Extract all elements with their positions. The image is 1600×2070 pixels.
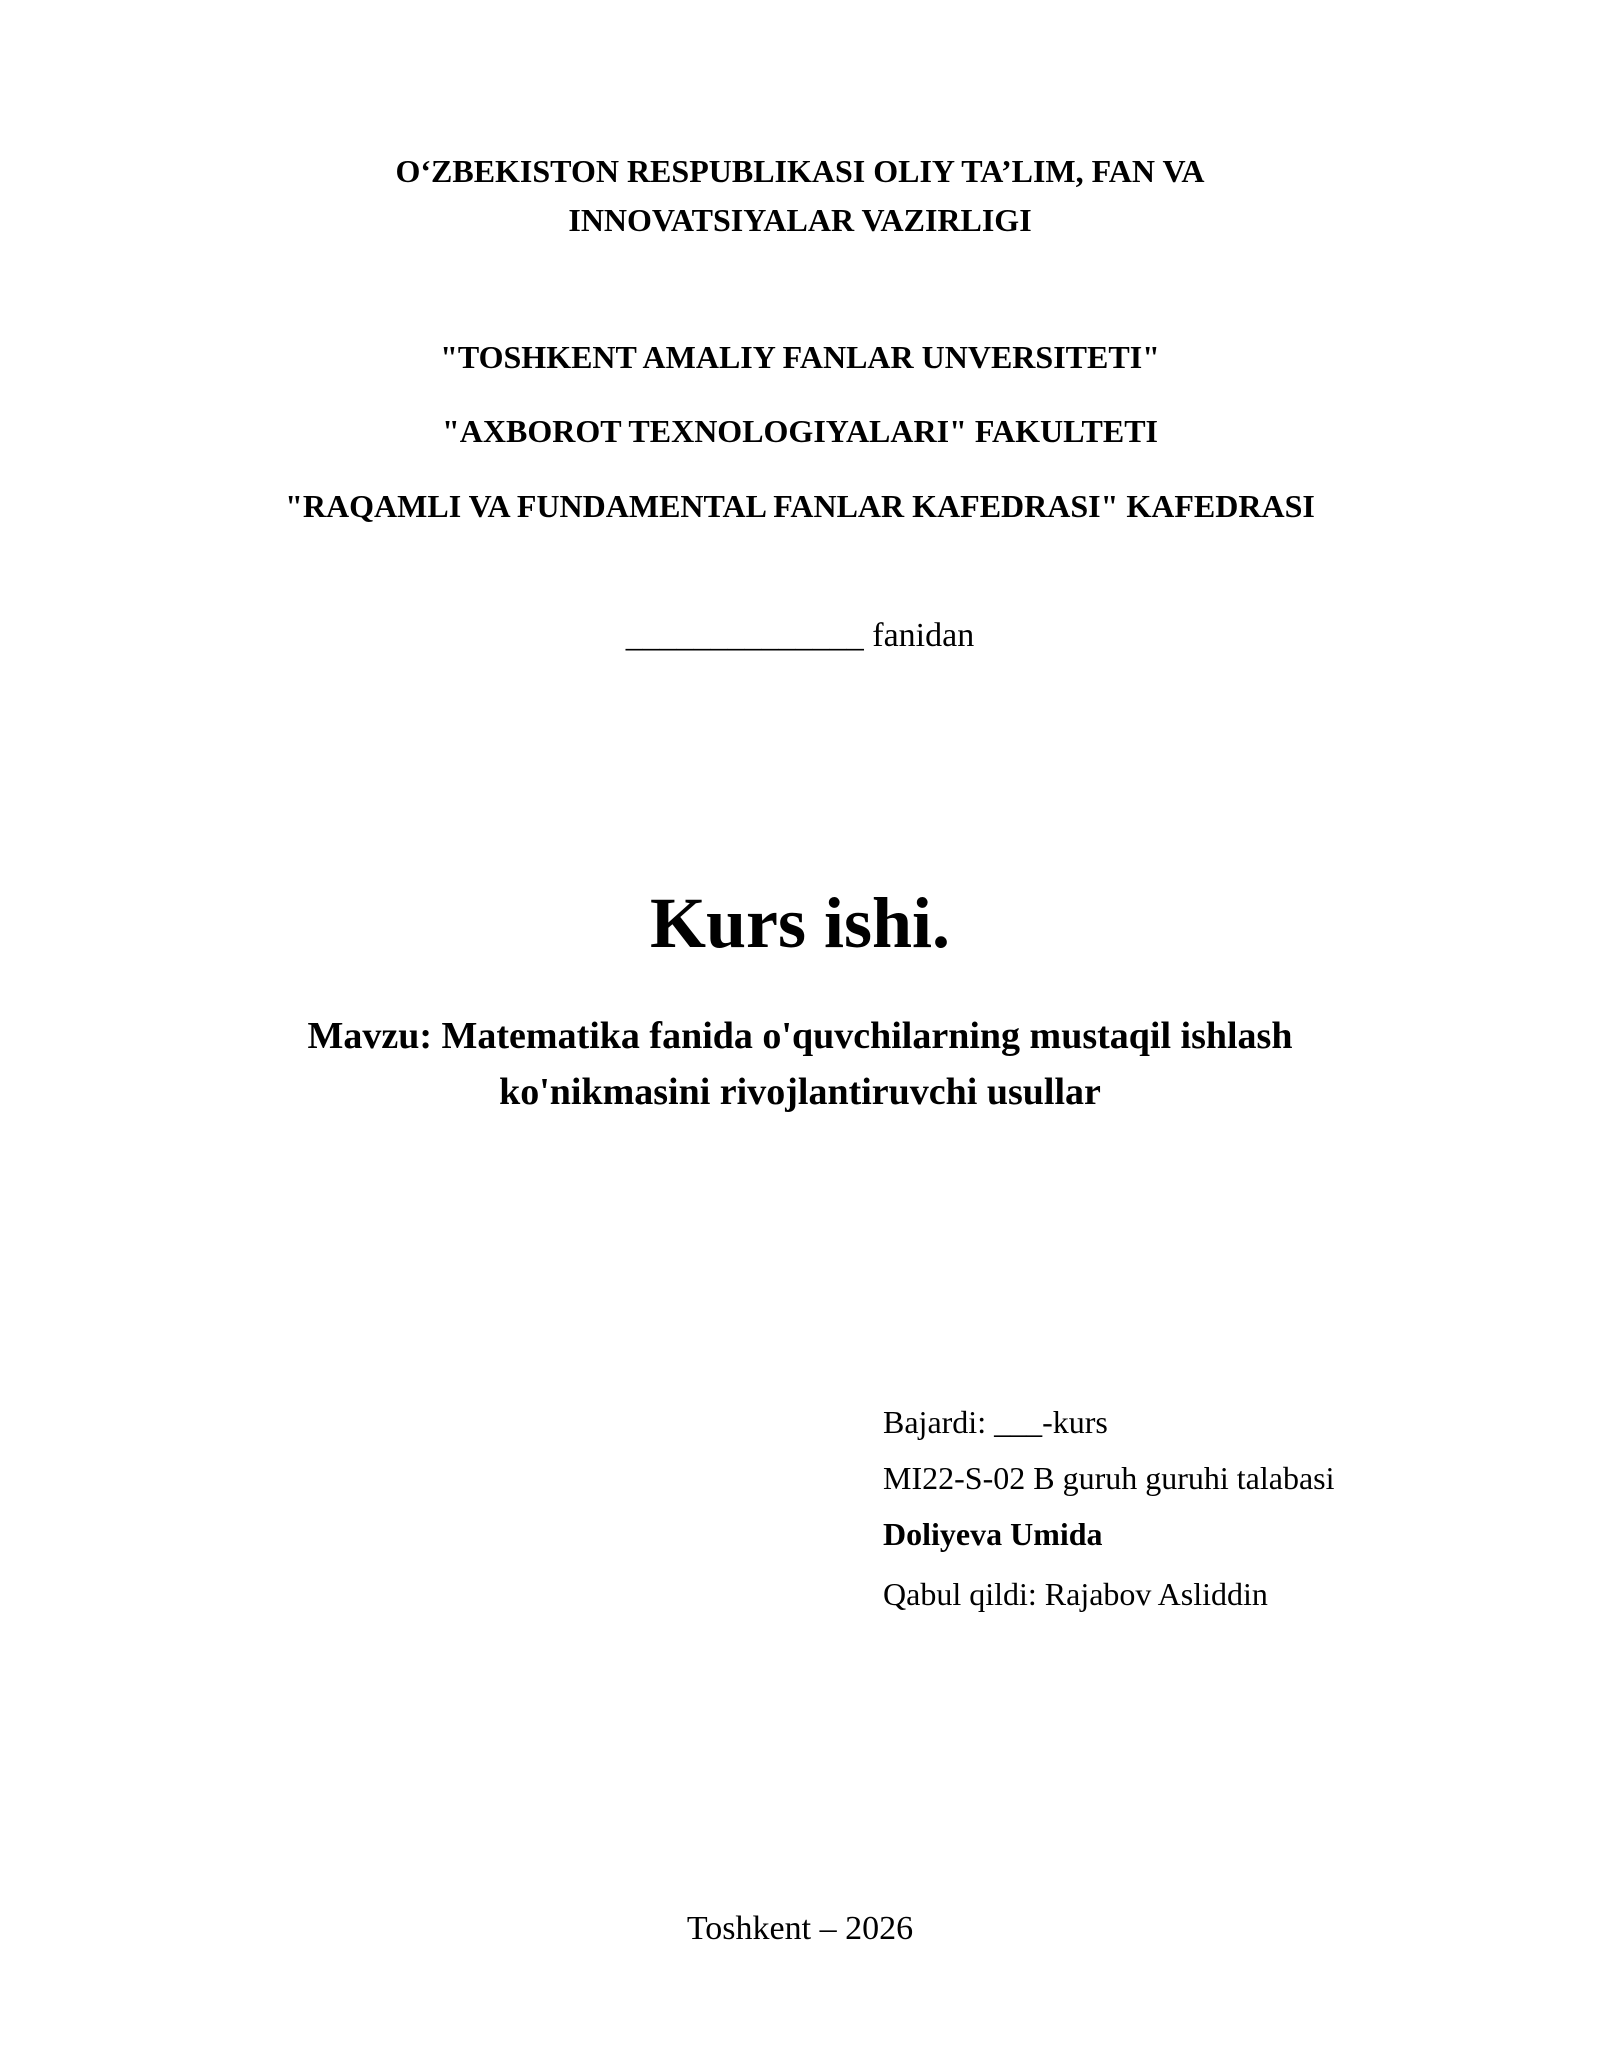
performed-by: Bajardi: ___-kurs [883, 1404, 1108, 1440]
ministry-line-2: INNOVATSIYALAR VAZIRLIGI [568, 202, 1032, 238]
city-year: Toshkent – 2026 [686, 1910, 914, 1947]
department-name: "RAQAMLI VA FUNDAMENTAL FANLAR KAFEDRASI" KAFEDRASI [285, 488, 1315, 524]
university-name: "TOSHKENT AMALIY FANLAR UNVERSITETI" [440, 339, 1160, 375]
author-info [883, 1402, 1335, 1630]
student-name: Doliyeva Umida [883, 1516, 1103, 1552]
subject-blank: ______________ [625, 617, 864, 654]
ministry-heading [0, 147, 1600, 245]
subject-line [0, 614, 1600, 658]
subject-suffix: fanidan [872, 617, 975, 654]
faculty-name: "AXBOROT TEXNOLOGIYALARI" FAKULTETI [441, 413, 1158, 449]
student-group: MI22-S-02 B guruh guruhi talabasi [883, 1460, 1335, 1496]
course-work-title: Kurs ishi. [649, 883, 951, 963]
ministry-line-1: O‘ZBEKISTON RESPUBLIKASI OLIY TA’LIM, FAN VA [395, 153, 1205, 189]
topic-line-1: Mavzu: Matematika fanida o'quvchilarning mustaqil ishlash [307, 1015, 1293, 1057]
topic-block [0, 1008, 1600, 1120]
accepted-by: Qabul qildi: Rajabov Asliddin [883, 1576, 1268, 1612]
topic-line-2: ko'nikmasini rivojlantiruvchi usullar [499, 1071, 1101, 1113]
